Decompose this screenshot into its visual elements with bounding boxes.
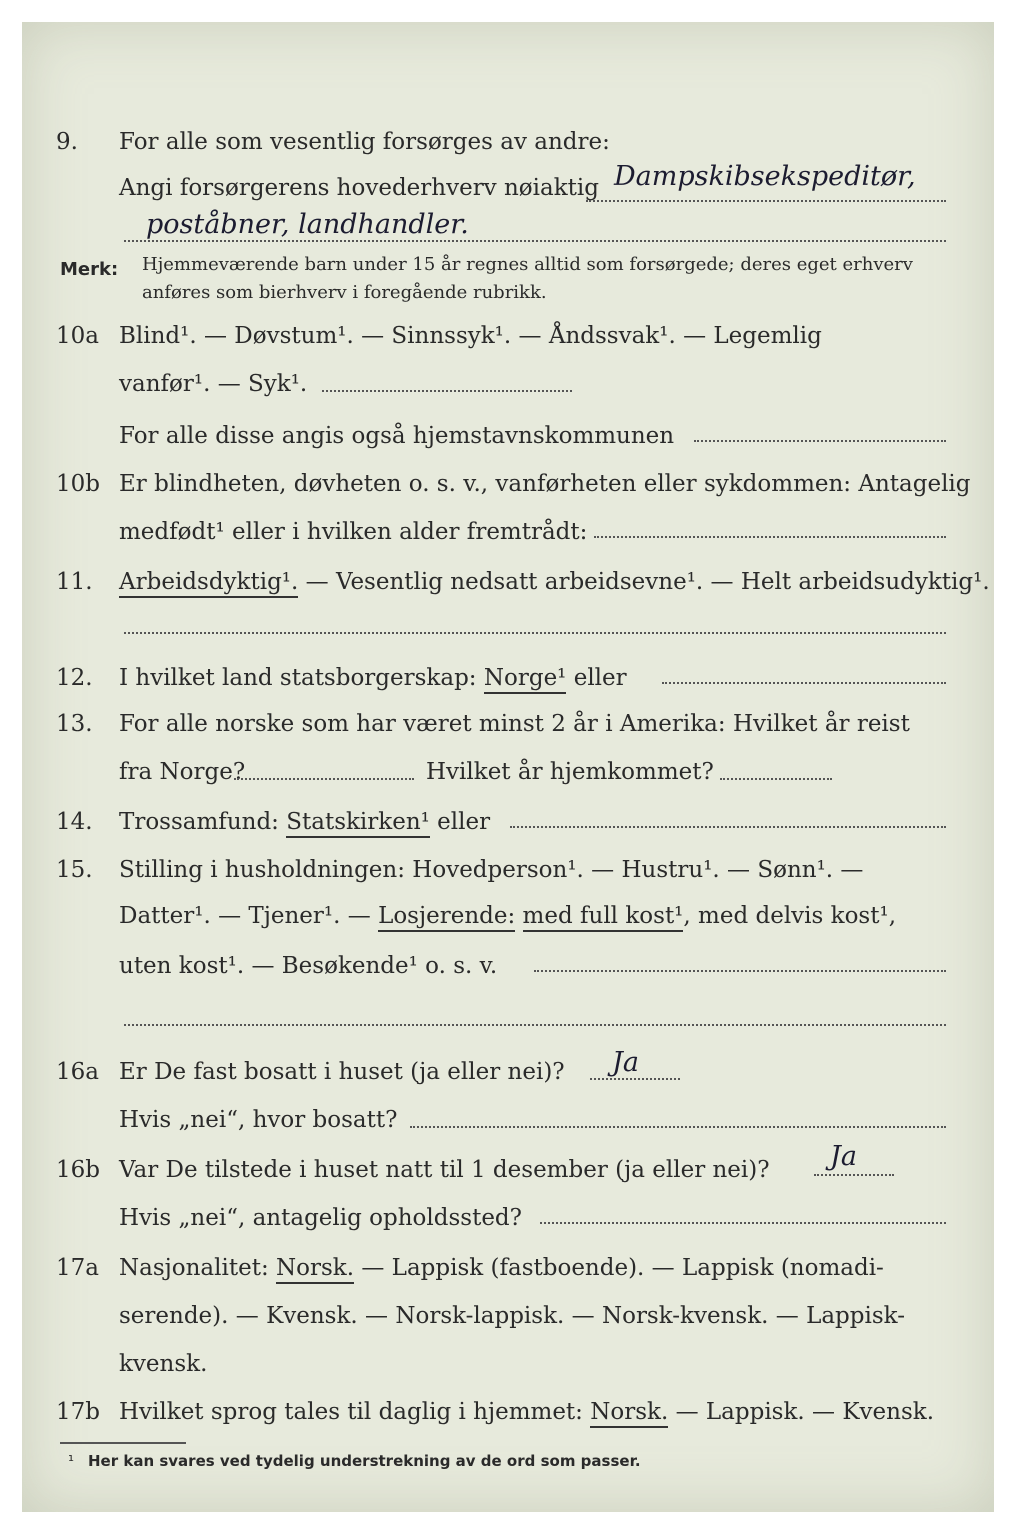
q16a-bosatt-line [410,1126,946,1128]
q14-line: Trossamfund: Statskirken¹ eller [119,808,490,836]
q16b-answer-line [814,1174,894,1176]
q11-answer-line [124,632,946,634]
q15-line1: Stilling i husholdningen: Hovedperson¹. — Hustru¹. — Sønn¹. — [119,857,864,883]
q15-line3: uten kost¹. — Besøkende¹ o. s. v. [119,953,498,979]
q17b-number: 17b [56,1399,100,1425]
q12-line: I hvilket land statsborgerskap: Norge¹ eller [119,664,627,692]
q15-line2: Datter¹. — Tjener¹. — Losjerende: med full kost¹, med delvis kost¹, [119,902,896,930]
q9-answer-line1 [586,200,946,202]
footnote-rule [60,1442,186,1444]
footnote-mark: ¹ [68,1452,75,1470]
q17a-line3: kvensk. [119,1351,208,1377]
q9-line1: For alle som vesentlig forsørges av andre: [119,129,610,155]
q15-answer-line2 [124,1024,946,1026]
q13-reist-line [234,778,414,780]
q14-underlined-option: Statskirken¹ [286,809,430,838]
q13-line2a: fra Norge? [119,759,246,785]
q14-answer-line [510,826,946,828]
q17a-line2: serende). — Kvensk. — Norsk-lappisk. — Norsk-kvensk. — Lappisk- [119,1303,905,1329]
q9-handwritten-answer2: poståbner, landhandler. [146,209,469,240]
q10a-line1: Blind¹. — Døvstum¹. — Sinnssyk¹. — Åndssvak¹. — Legemlig [119,323,822,349]
q11-line: Arbeidsdyktig¹. — Vesentlig nedsatt arbeidsevne¹. — Helt arbeidsudyktig¹. [119,568,990,596]
q16a-handwritten-answer: Ja [612,1047,639,1078]
q9-line2: Angi forsørgerens hovederhverv nøiaktig [119,175,599,201]
q10b-answer-line [594,536,946,538]
q10a-line3: For alle disse angis også hjemstavnskommunen [119,423,675,449]
q12-answer-line [662,682,946,684]
q17b-underlined-option: Norsk. [590,1399,668,1428]
q16b-opholdssted-line [540,1222,946,1224]
q16a-line2: Hvis „nei“, hvor bosatt? [119,1107,398,1133]
q11-underlined-option: Arbeidsdyktig¹. [119,569,298,598]
q15-answer-line1 [534,970,946,972]
census-form-page [22,22,994,1512]
q17a-number: 17a [56,1255,99,1281]
q16a-answer-line [590,1078,680,1080]
q10b-number: 10b [56,471,100,497]
q16a-number: 16a [56,1059,99,1085]
q16a-line1: Er De fast bosatt i huset (ja eller nei)? [119,1059,565,1085]
q10a-line2: vanfør¹. — Syk¹. [119,371,308,397]
q13-line1: For alle norske som har været minst 2 år i Amerika: Hvilket år reist [119,711,910,737]
q11-number: 11. [56,569,93,595]
q16b-handwritten-answer: Ja [830,1141,857,1172]
q16b-number: 16b [56,1157,100,1183]
q10b-line1: Er blindheten, døvheten o. s. v., vanførheten eller sykdommen: Antagelig [119,471,971,497]
q17b-line: Hvilket sprog tales til daglig i hjemmet: Norsk. — Lappisk. — Kvensk. [119,1398,934,1426]
q13-number: 13. [56,711,93,737]
q10a-hjemstavn-line [694,440,946,442]
footnote-text: Her kan svares ved tydelig understrekning av de ord som passer. [88,1452,641,1470]
q10a-answer-line [322,390,572,392]
merk-line2: anføres som bierhverv i foregående rubrikk. [142,282,547,303]
q9-number: 9. [56,129,78,155]
q12-number: 12. [56,665,93,691]
q17a-underlined-option: Norsk. [276,1255,354,1284]
merk-label: Merk: [60,259,119,280]
q16b-line1: Var De tilstede i huset natt til 1 desember (ja eller nei)? [119,1157,770,1183]
q9-handwritten-answer1: Dampskibsekspeditør, [614,161,916,192]
q14-number: 14. [56,809,93,835]
q16b-line2: Hvis „nei“, antagelig opholdssted? [119,1205,522,1231]
q15-underlined-full-kost: med full kost¹ [523,903,684,932]
merk-line1: Hjemmeværende barn under 15 år regnes alltid som forsørgede; deres eget erhverv [142,254,913,275]
q13-line2b: Hvilket år hjemkommet? [426,759,714,785]
q10b-line2: medfødt¹ eller i hvilken alder fremtrådt: [119,519,588,545]
q9-answer-line2 [124,240,946,242]
q17a-line1: Nasjonalitet: Norsk. — Lappisk (fastboende). — Lappisk (nomadi- [119,1254,884,1282]
q12-underlined-option: Norge¹ [484,665,567,694]
q15-underlined-losjerende: Losjerende: [378,903,515,932]
q15-number: 15. [56,857,93,883]
q10a-number: 10a [56,323,99,349]
q13-hjemkommet-line [720,778,832,780]
